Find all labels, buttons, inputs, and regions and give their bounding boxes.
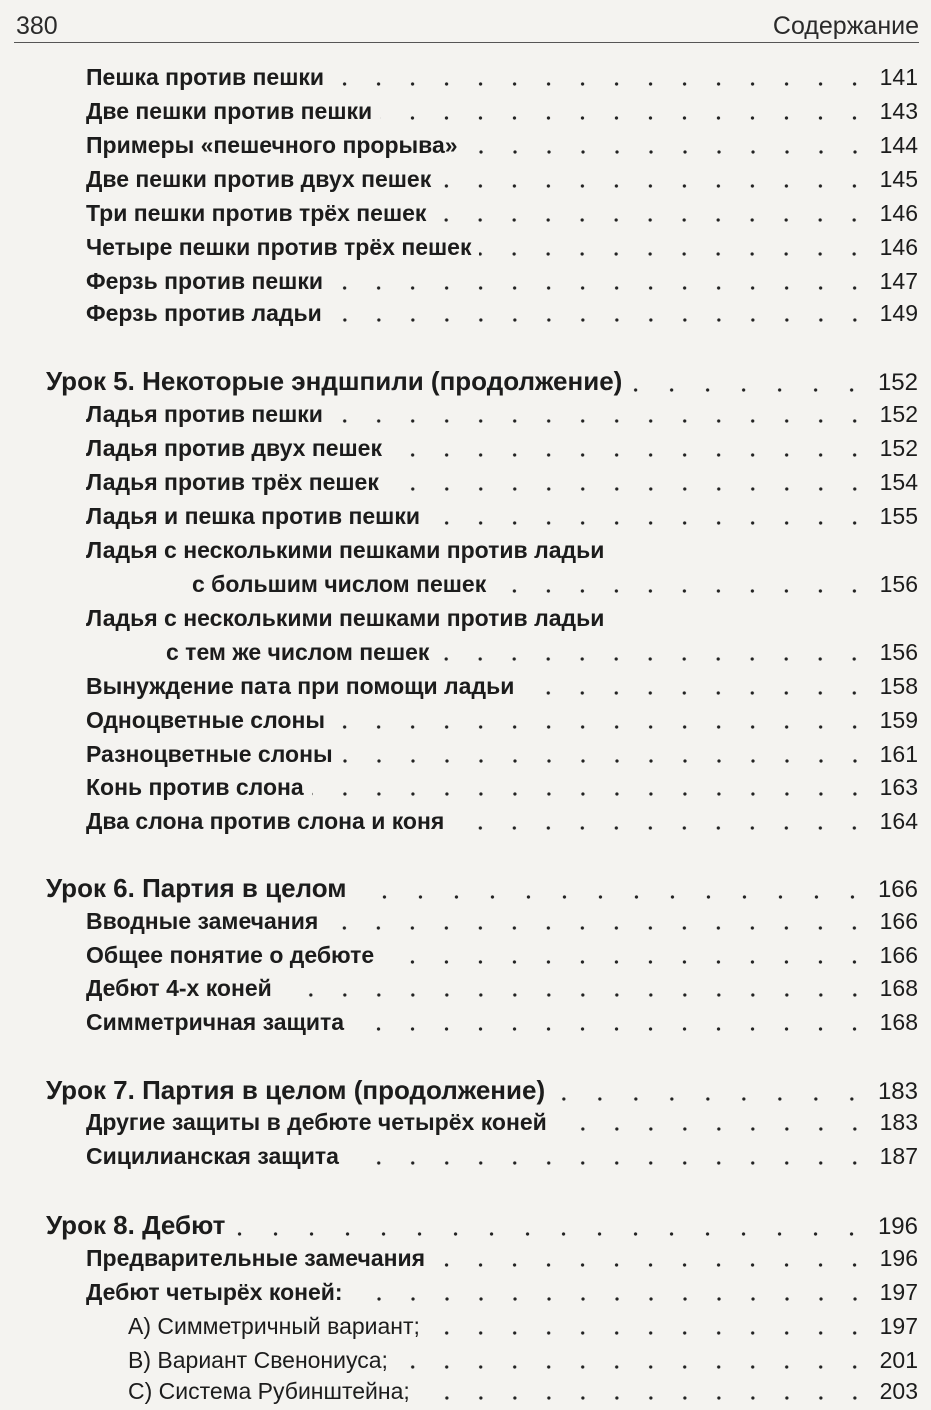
toc-entry (86, 1279, 918, 1306)
toc-entry-title: Два слона против слона и коня (86, 808, 445, 834)
toc-entry-title: Ладья и пешка против пешки (86, 503, 420, 529)
toc-entry (86, 908, 918, 935)
toc-entry-title: Дебют четырёх коней: (86, 1279, 343, 1305)
toc-entry-title: Две пешки против пешки (86, 98, 373, 124)
toc-entry (86, 1009, 918, 1036)
toc-entry (86, 942, 918, 969)
toc-entry-title: Одноцветные слоны (86, 707, 325, 733)
toc-entry (86, 774, 918, 801)
toc-entry-page: 156 (879, 571, 918, 597)
leader-dots (331, 286, 872, 290)
toc-entry-page: 163 (879, 774, 918, 800)
leader-dots (428, 1331, 872, 1335)
toc-entry-title: Ладья против двух пешек (86, 435, 382, 461)
toc-entry (86, 234, 918, 261)
toc-entry (192, 571, 918, 598)
toc-entry-page: 152 (879, 435, 918, 461)
leader-dots (355, 895, 870, 899)
toc-entry-title: В) Вариант Свенониуса; (128, 1347, 388, 1373)
toc-entry-page: 201 (879, 1347, 918, 1373)
toc-entry-page: 161 (879, 741, 918, 767)
toc-lesson-page: 196 (877, 1213, 918, 1240)
toc-entry (86, 707, 918, 734)
leader-dots (466, 150, 872, 154)
leader-dots (341, 759, 872, 763)
toc-entry-page: 143 (879, 98, 918, 124)
toc-entry (128, 1378, 918, 1405)
toc-lesson-page: 183 (877, 1078, 918, 1105)
toc-lesson-heading (46, 1075, 918, 1106)
running-title: Содержание (772, 12, 919, 40)
leader-dots (312, 792, 872, 796)
toc-entry-title: Вводные замечания (86, 908, 319, 934)
leader-dots (630, 388, 870, 392)
leader-dots (347, 1161, 872, 1165)
toc-entry-page: 168 (879, 975, 918, 1001)
toc-entry-page: 145 (879, 166, 918, 192)
toc-entry-title: Пешка против пешки (86, 64, 325, 90)
toc-entry-page: 197 (879, 1313, 918, 1339)
leader-dots (479, 252, 871, 256)
toc-entry-title: Сицилианская защита (86, 1143, 339, 1169)
toc-entry-title: Ладья против пешки (86, 401, 323, 427)
leader-dots (382, 960, 871, 964)
toc-lesson-heading (46, 1210, 918, 1241)
toc-entry-title: Другие защиты в дебюте четырёх коней (86, 1109, 547, 1135)
toc-entry-page: 166 (879, 908, 918, 934)
leader-dots (437, 657, 871, 661)
toc-lesson-title: Урок 6. Партия в целом (46, 873, 347, 903)
leader-dots (434, 218, 871, 222)
leader-dots (555, 1127, 872, 1131)
toc-entry (86, 503, 918, 530)
toc-entry (128, 1313, 918, 1340)
toc-lesson-heading (46, 873, 918, 904)
toc-entry-page: 159 (879, 707, 918, 733)
leader-dots (439, 184, 871, 188)
toc-entry-page: 156 (879, 639, 918, 665)
toc-entry (86, 673, 918, 700)
toc-entry (86, 741, 918, 768)
toc-entry (86, 808, 918, 835)
leader-dots (428, 521, 872, 525)
leader-dots (233, 1232, 870, 1236)
toc-entry-page: 149 (879, 300, 918, 326)
toc-entry-page: 141 (879, 64, 918, 90)
toc-entry-page: 164 (879, 808, 918, 834)
toc-entry-page: 187 (879, 1143, 918, 1169)
leader-dots (390, 453, 872, 457)
toc-entry-page: 158 (879, 673, 918, 699)
toc-lesson-title: Урок 7. Партия в целом (продолжение) (46, 1075, 546, 1105)
toc-entry (166, 639, 918, 666)
leader-dots (433, 1263, 872, 1267)
toc-entry-title-continued: с тем же числом пешек (166, 639, 430, 665)
toc-lesson-heading (46, 366, 918, 397)
toc-entry-page: 168 (879, 1009, 918, 1035)
toc-entry-page: 155 (879, 503, 918, 529)
leader-dots (333, 725, 872, 729)
toc-entry (86, 200, 918, 227)
toc-entry-title: С) Система Рубинштейна; (128, 1378, 410, 1404)
leader-dots (326, 926, 871, 930)
toc-lesson-page: 166 (877, 876, 918, 903)
toc-entry-page: 197 (879, 1279, 918, 1305)
toc-entry-page: 203 (879, 1378, 918, 1404)
toc-entry-page: 146 (879, 234, 918, 260)
toc-entry-page: 183 (879, 1109, 918, 1135)
toc-entry-title: Две пешки против двух пешек (86, 166, 432, 192)
toc-entry-title: Конь против слона (86, 774, 304, 800)
toc-entry (86, 268, 918, 295)
leader-dots (418, 1396, 872, 1400)
toc-entry-title: Симметричная защита (86, 1009, 345, 1035)
toc-entry (86, 132, 918, 159)
toc-lesson-title: Урок 8. Дебют (46, 1210, 226, 1240)
toc-entry (86, 300, 918, 327)
toc-entry (86, 975, 918, 1002)
leader-dots (331, 419, 872, 423)
toc-entry-title: Ладья с несколькими пешками против ладьи (86, 537, 605, 563)
toc-entry-page: 152 (879, 401, 918, 427)
toc-entry (86, 98, 918, 125)
leader-dots (380, 116, 871, 120)
toc-entry-page: 166 (879, 942, 918, 968)
toc-entry (128, 1347, 918, 1374)
leader-dots (452, 826, 871, 830)
leader-dots (553, 1097, 870, 1101)
page-number: 380 (16, 12, 58, 40)
toc-entry-title: Ферзь против ладьи (86, 300, 322, 326)
toc-lesson-title: Урок 5. Некоторые эндшпили (продолжение) (46, 366, 623, 396)
toc-entry-title: Дебют 4-х коней (86, 975, 272, 1001)
toc-entry-title: Разноцветные слоны (86, 741, 333, 767)
toc-entry-title: Вынуждение пата при помощи ладьи (86, 673, 515, 699)
toc-entry-title: Ладья с несколькими пешками против ладьи (86, 605, 605, 631)
toc-lesson-page: 152 (877, 369, 918, 396)
leader-dots (332, 82, 872, 86)
toc-entry (86, 401, 918, 428)
leader-dots (387, 487, 872, 491)
toc-entry-page: 144 (879, 132, 918, 158)
toc-entry-title: Общее понятие о дебюте (86, 942, 375, 968)
toc-entry (86, 1143, 918, 1170)
leader-dots (280, 993, 872, 997)
toc-entry-title: Три пешки против трёх пешек (86, 200, 427, 226)
toc-entry-title: Четыре пешки против трёх пешек (86, 234, 472, 260)
leader-dots (351, 1297, 872, 1301)
toc-entry (86, 1245, 918, 1272)
toc-entry (86, 166, 918, 193)
toc-entry-page: 146 (879, 200, 918, 226)
leader-dots (494, 589, 871, 593)
toc-entry (86, 469, 918, 496)
toc-entry-page: 147 (879, 268, 918, 294)
toc-entry-title: А) Симметричный вариант; (128, 1313, 420, 1339)
toc-entry-page: 154 (879, 469, 918, 495)
toc-entry-title: Ладья против трёх пешек (86, 469, 379, 495)
toc-entry-page: 196 (879, 1245, 918, 1271)
toc-entry-title-continued: с большим числом пешек (192, 571, 487, 597)
leader-dots (396, 1365, 872, 1369)
leader-dots (522, 691, 871, 695)
toc-entry-title: Ферзь против пешки (86, 268, 323, 294)
leader-dots (352, 1027, 872, 1031)
toc-entry (86, 64, 918, 91)
toc-entry (86, 1109, 918, 1136)
toc-entry (86, 435, 918, 462)
leader-dots (330, 318, 872, 322)
toc-entry-title: Предварительные замечания (86, 1245, 426, 1271)
toc-entry-title: Примеры «пешечного прорыва» (86, 132, 458, 158)
